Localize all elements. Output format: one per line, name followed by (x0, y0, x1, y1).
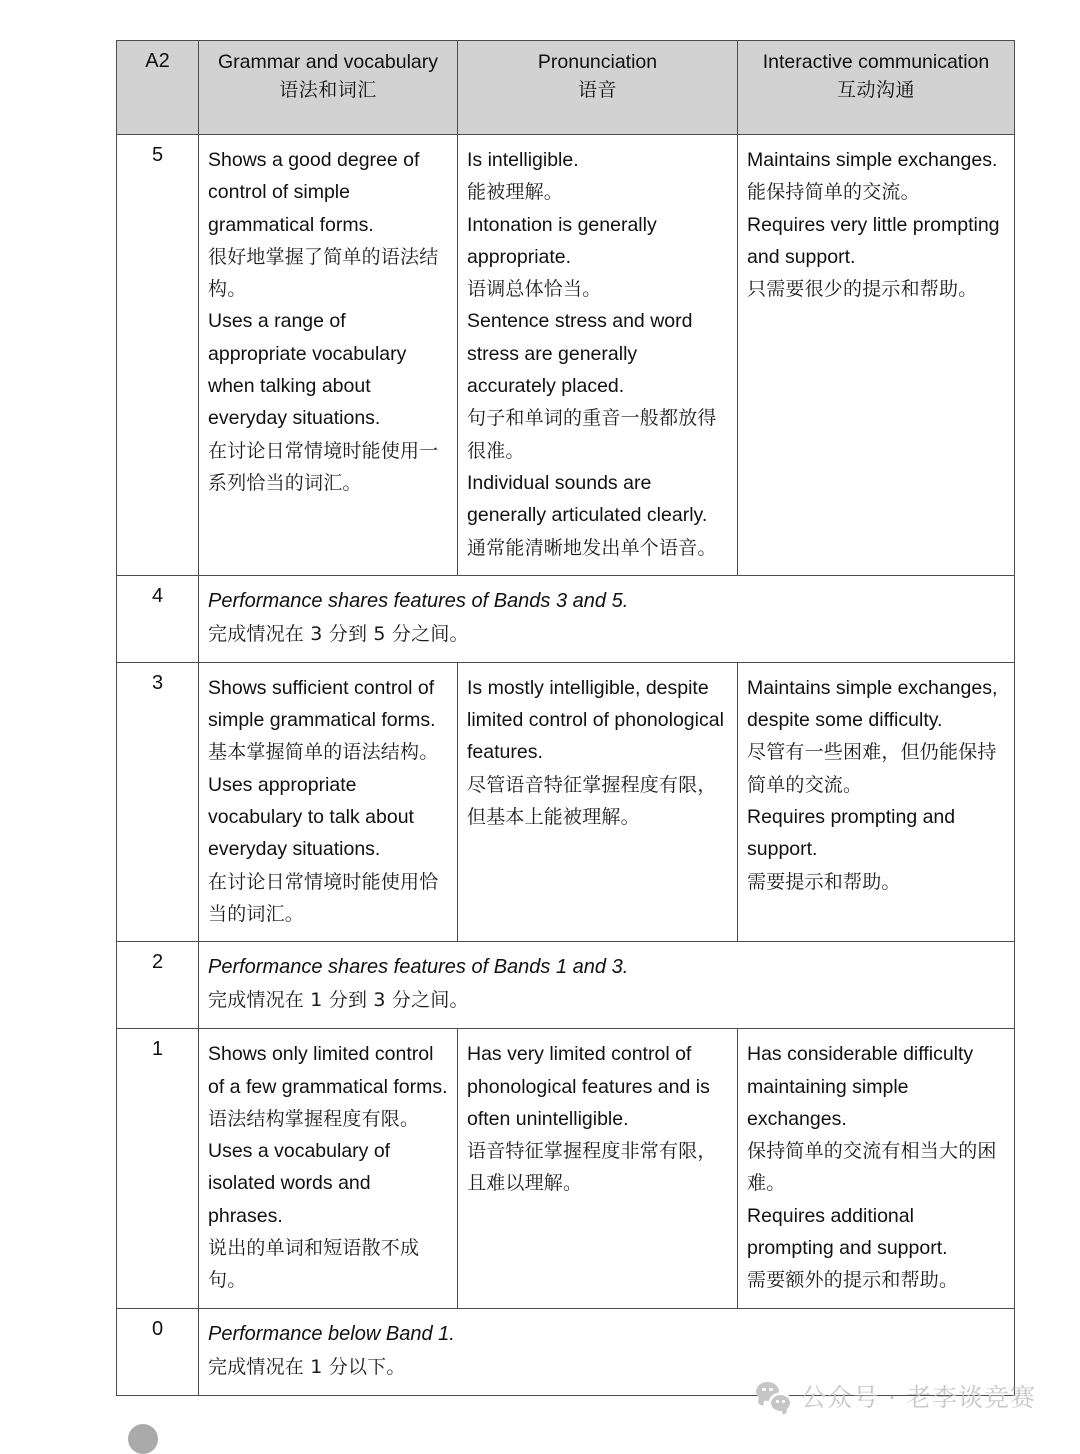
column-header-pronunciation (458, 41, 738, 135)
descriptor-en: Performance shares features of Bands 3 and 5. (208, 589, 629, 612)
descriptor-zh: 句子和单词的重音一般都放得很准。 (467, 407, 717, 462)
descriptor-zh: 能保持简单的交流。 (747, 181, 920, 204)
descriptor-en: Shows only limited control of a few grammatical forms. (208, 1043, 448, 1098)
wechat-icon (756, 1381, 790, 1411)
descriptor-en: Requires prompting and support. (747, 806, 956, 861)
table-header-row (117, 41, 1015, 135)
descriptor-zh: 能被理解。 (467, 181, 564, 204)
descriptor-en: Uses a vocabulary of isolated words and phrases. (208, 1140, 391, 1227)
level-label-cell (117, 41, 199, 135)
column-header-interaction-zh: 互动沟通 (836, 78, 915, 101)
band-number: 4 (117, 575, 199, 662)
column-header-grammar-zh: 语法和词汇 (279, 78, 377, 101)
descriptor-zh: 完成情况在 1 分以下。 (208, 1355, 406, 1378)
table-body (117, 135, 1015, 1396)
table-header (117, 41, 1015, 135)
band-5-interaction-cell (738, 135, 1015, 576)
band-number: 5 (117, 135, 199, 576)
band-3-interaction-cell (738, 662, 1015, 941)
descriptor-zh: 尽管语音特征掌握程度有限，但基本上能被理解。 (467, 773, 717, 829)
column-header-pronunciation-en: Pronunciation (537, 51, 658, 73)
table-row (117, 1029, 1015, 1308)
watermark (756, 1378, 1036, 1414)
descriptor-zh: 需要额外的提示和帮助。 (747, 1269, 959, 1292)
column-header-pronunciation-zh: 语音 (577, 78, 617, 101)
descriptor-zh: 通常能清晰地发出单个语音。 (467, 536, 717, 559)
descriptor-en: Shows sufficient control of simple grammatical forms. (208, 676, 436, 732)
descriptor-en: Shows a good degree of control of simple grammatical forms. (208, 149, 420, 236)
descriptor-en: Has very limited control of phonological features and is often unintelligible. (467, 1043, 710, 1130)
descriptor-zh: 在讨论日常情境时能使用恰当的词汇。 (208, 870, 439, 925)
descriptor-zh: 需要提示和帮助。 (747, 870, 901, 893)
descriptor-en: Maintains simple exchanges. (747, 149, 998, 171)
band-5-pronunciation-cell (458, 135, 738, 576)
band-2-shared-cell (199, 942, 1015, 1029)
descriptor-zh: 保持简单的交流有相当大的困难。 (747, 1140, 997, 1195)
band-3-grammar-cell (199, 662, 458, 941)
page-number-badge (128, 1424, 158, 1454)
descriptor-en: Performance shares features of Bands 1 and 3. (208, 956, 629, 979)
level-label: A2 (145, 50, 170, 72)
assessment-rubric-table (116, 40, 1015, 1396)
descriptor-en: Uses appropriate vocabulary to talk about everyday situations. (208, 773, 414, 861)
band-3-pronunciation-cell (458, 662, 738, 941)
band-4-shared-cell (199, 575, 1015, 662)
band-1-pronunciation-cell (458, 1029, 738, 1308)
descriptor-zh: 完成情况在 3 分到 5 分之间。 (208, 622, 469, 645)
table-row (117, 662, 1015, 941)
descriptor-en: Is intelligible. (467, 149, 579, 171)
band-1-grammar-cell (199, 1029, 458, 1308)
descriptor-zh: 语调总体恰当。 (467, 278, 602, 301)
band-number: 1 (117, 1029, 199, 1308)
descriptor-zh: 语音特征掌握程度非常有限，且难以理解。 (467, 1140, 717, 1195)
descriptor-en: Requires very little prompting and support. (747, 213, 1000, 268)
band-5-grammar-cell (199, 135, 458, 576)
descriptor-en: Performance below Band 1. (208, 1322, 455, 1345)
descriptor-en: Intonation is generally appropriate. (467, 213, 657, 268)
column-header-grammar (199, 41, 458, 135)
watermark-text: 公众号 · 老李谈竞赛 (801, 1383, 1036, 1412)
descriptor-en: Has considerable difficulty maintaining simple exchanges. (747, 1043, 974, 1130)
descriptor-zh: 很好地掌握了简单的语法结构。 (208, 245, 439, 301)
descriptor-en: Sentence stress and word stress are generally accurately placed. (467, 310, 693, 398)
descriptor-zh: 基本掌握简单的语法结构。 (208, 741, 439, 764)
band-1-interaction-cell (738, 1029, 1015, 1308)
descriptor-zh: 尽管有一些困难，但仍能保持简单的交流。 (747, 741, 997, 796)
band-number: 3 (117, 662, 199, 941)
descriptor-zh: 完成情况在 1 分到 3 分之间。 (208, 989, 469, 1012)
column-header-interaction-en: Interactive communication (762, 51, 990, 73)
descriptor-en: Is mostly intelligible, despite limited control of phonological features. (467, 676, 724, 764)
descriptor-en: Requires additional prompting and support. (747, 1204, 948, 1260)
descriptor-zh: 只需要很少的提示和帮助。 (747, 278, 978, 301)
descriptor-zh: 说出的单词和短语散不成句。 (208, 1237, 420, 1292)
table-row (117, 135, 1015, 576)
column-header-interaction (738, 41, 1015, 135)
descriptor-zh: 语法结构掌握程度有限。 (208, 1107, 420, 1130)
table-row (117, 942, 1015, 1029)
band-number: 0 (117, 1308, 199, 1395)
column-header-grammar-en: Grammar and vocabulary (217, 51, 438, 73)
table-row (117, 575, 1015, 662)
descriptor-en: Maintains simple exchanges, despite some difficulty. (747, 676, 998, 732)
descriptor-en: Individual sounds are generally articulated clearly. (467, 471, 708, 527)
descriptor-en: Uses a range of appropriate vocabulary when talking about everyday situations. (208, 310, 407, 430)
band-number: 2 (117, 942, 199, 1029)
descriptor-zh: 在讨论日常情境时能使用一系列恰当的词汇。 (208, 439, 439, 494)
